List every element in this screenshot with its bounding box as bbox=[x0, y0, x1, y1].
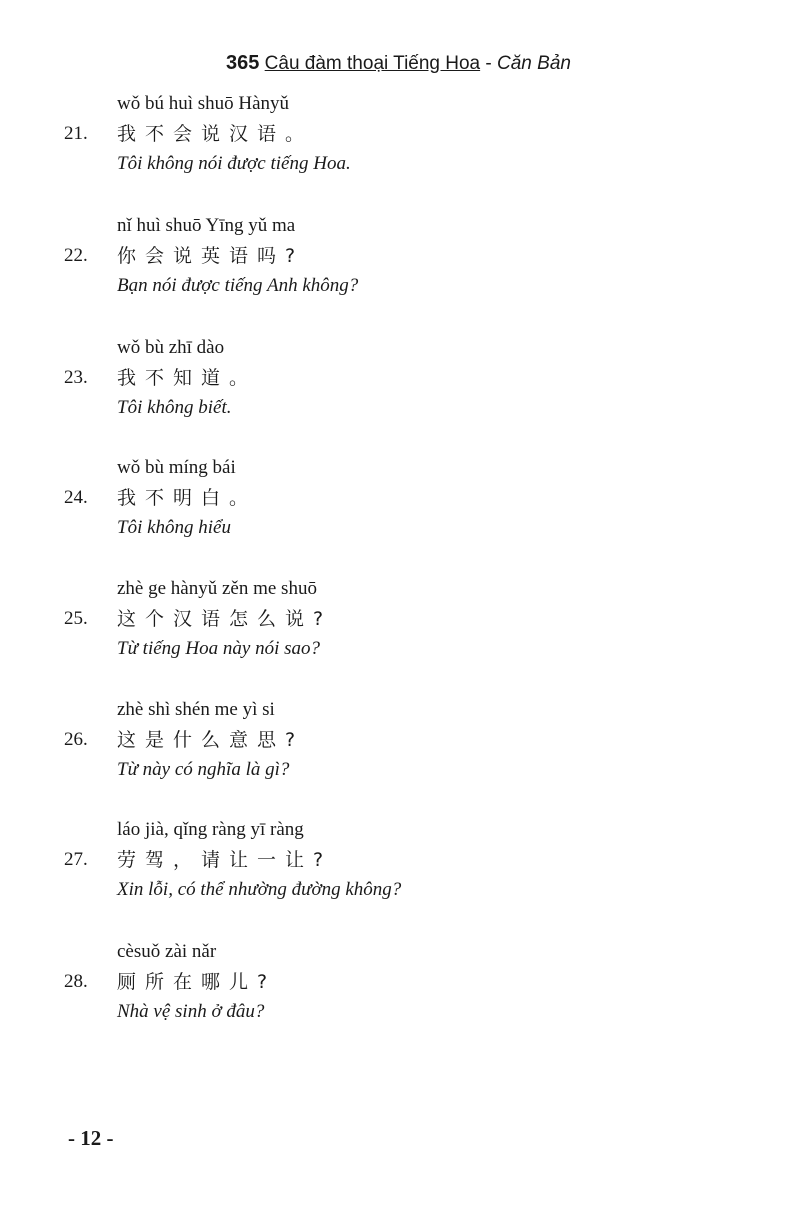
book-edition: Căn Bản bbox=[497, 53, 571, 74]
pinyin-line: zhè shì shén me yì si bbox=[117, 699, 275, 720]
hanzi-row bbox=[64, 845, 764, 875]
header-separator: - bbox=[480, 53, 498, 74]
hanzi-row bbox=[64, 967, 764, 997]
pinyin-line: zhè ge hànyǔ zěn me shuō bbox=[117, 578, 317, 599]
pinyin-line: wǒ bù míng bái bbox=[117, 457, 236, 478]
hanzi-line: 我不知道。 bbox=[117, 367, 258, 389]
phrase-entry bbox=[64, 211, 764, 301]
phrase-entry bbox=[64, 333, 764, 423]
entry-number: 25. bbox=[64, 608, 88, 629]
vietnamese-line: Tôi không biết. bbox=[117, 397, 232, 418]
entry-number: 26. bbox=[64, 729, 88, 750]
hanzi-line: 厕所在哪儿? bbox=[117, 971, 277, 993]
entry-number: 27. bbox=[64, 849, 88, 870]
hanzi-row bbox=[64, 119, 764, 149]
vietnamese-line: Tôi không nói được tiếng Hoa. bbox=[117, 153, 351, 174]
entry-number: 23. bbox=[64, 367, 88, 388]
entry-number: 28. bbox=[64, 971, 88, 992]
hanzi-line: 我不明白。 bbox=[117, 487, 258, 509]
pinyin-line: láo jià, qǐng ràng yī ràng bbox=[117, 819, 304, 840]
entry-number: 24. bbox=[64, 487, 88, 508]
phrase-entry bbox=[64, 89, 764, 179]
hanzi-line: 劳驾，请让一让? bbox=[117, 849, 333, 871]
vietnamese-line: Xin lỗi, có thể nhường đường không? bbox=[117, 879, 402, 900]
pinyin-line: wǒ bù zhī dào bbox=[117, 337, 225, 358]
vietnamese-line: Tôi không hiểu bbox=[117, 517, 231, 538]
hanzi-row bbox=[64, 241, 764, 271]
hanzi-line: 这个汉语怎么说? bbox=[117, 608, 333, 630]
entry-number: 21. bbox=[64, 123, 88, 144]
phrase-entry bbox=[64, 453, 764, 543]
hanzi-row bbox=[64, 363, 764, 393]
hanzi-line: 这是什么意思? bbox=[117, 729, 305, 751]
entry-number: 22. bbox=[64, 245, 88, 266]
book-subtitle: Câu đàm thoại Tiếng Hoa bbox=[264, 53, 481, 74]
page-number: - 12 - bbox=[68, 1126, 114, 1150]
pinyin-line: cèsuǒ zài nǎr bbox=[117, 941, 217, 962]
vietnamese-line: Từ tiếng Hoa này nói sao? bbox=[117, 638, 320, 659]
pinyin-line: nǐ huì shuō Yīng yǔ ma bbox=[117, 215, 296, 236]
phrase-entry bbox=[64, 695, 764, 785]
hanzi-row bbox=[64, 725, 764, 755]
phrase-entry bbox=[64, 815, 764, 905]
vietnamese-line: Từ này có nghĩa là gì? bbox=[117, 759, 290, 780]
vietnamese-line: Nhà vệ sinh ở đâu? bbox=[117, 1001, 265, 1022]
vietnamese-line: Bạn nói được tiếng Anh không? bbox=[117, 275, 359, 296]
phrase-entry bbox=[64, 574, 764, 664]
page-header bbox=[226, 52, 571, 75]
hanzi-line: 我不会说汉语。 bbox=[117, 123, 314, 145]
phrase-entry bbox=[64, 937, 764, 1027]
pinyin-line: wǒ bú huì shuō Hànyǔ bbox=[117, 93, 290, 114]
hanzi-row bbox=[64, 604, 764, 634]
book-number: 365 bbox=[226, 52, 260, 74]
hanzi-line: 你会说英语吗? bbox=[117, 245, 305, 267]
hanzi-row bbox=[64, 483, 764, 513]
